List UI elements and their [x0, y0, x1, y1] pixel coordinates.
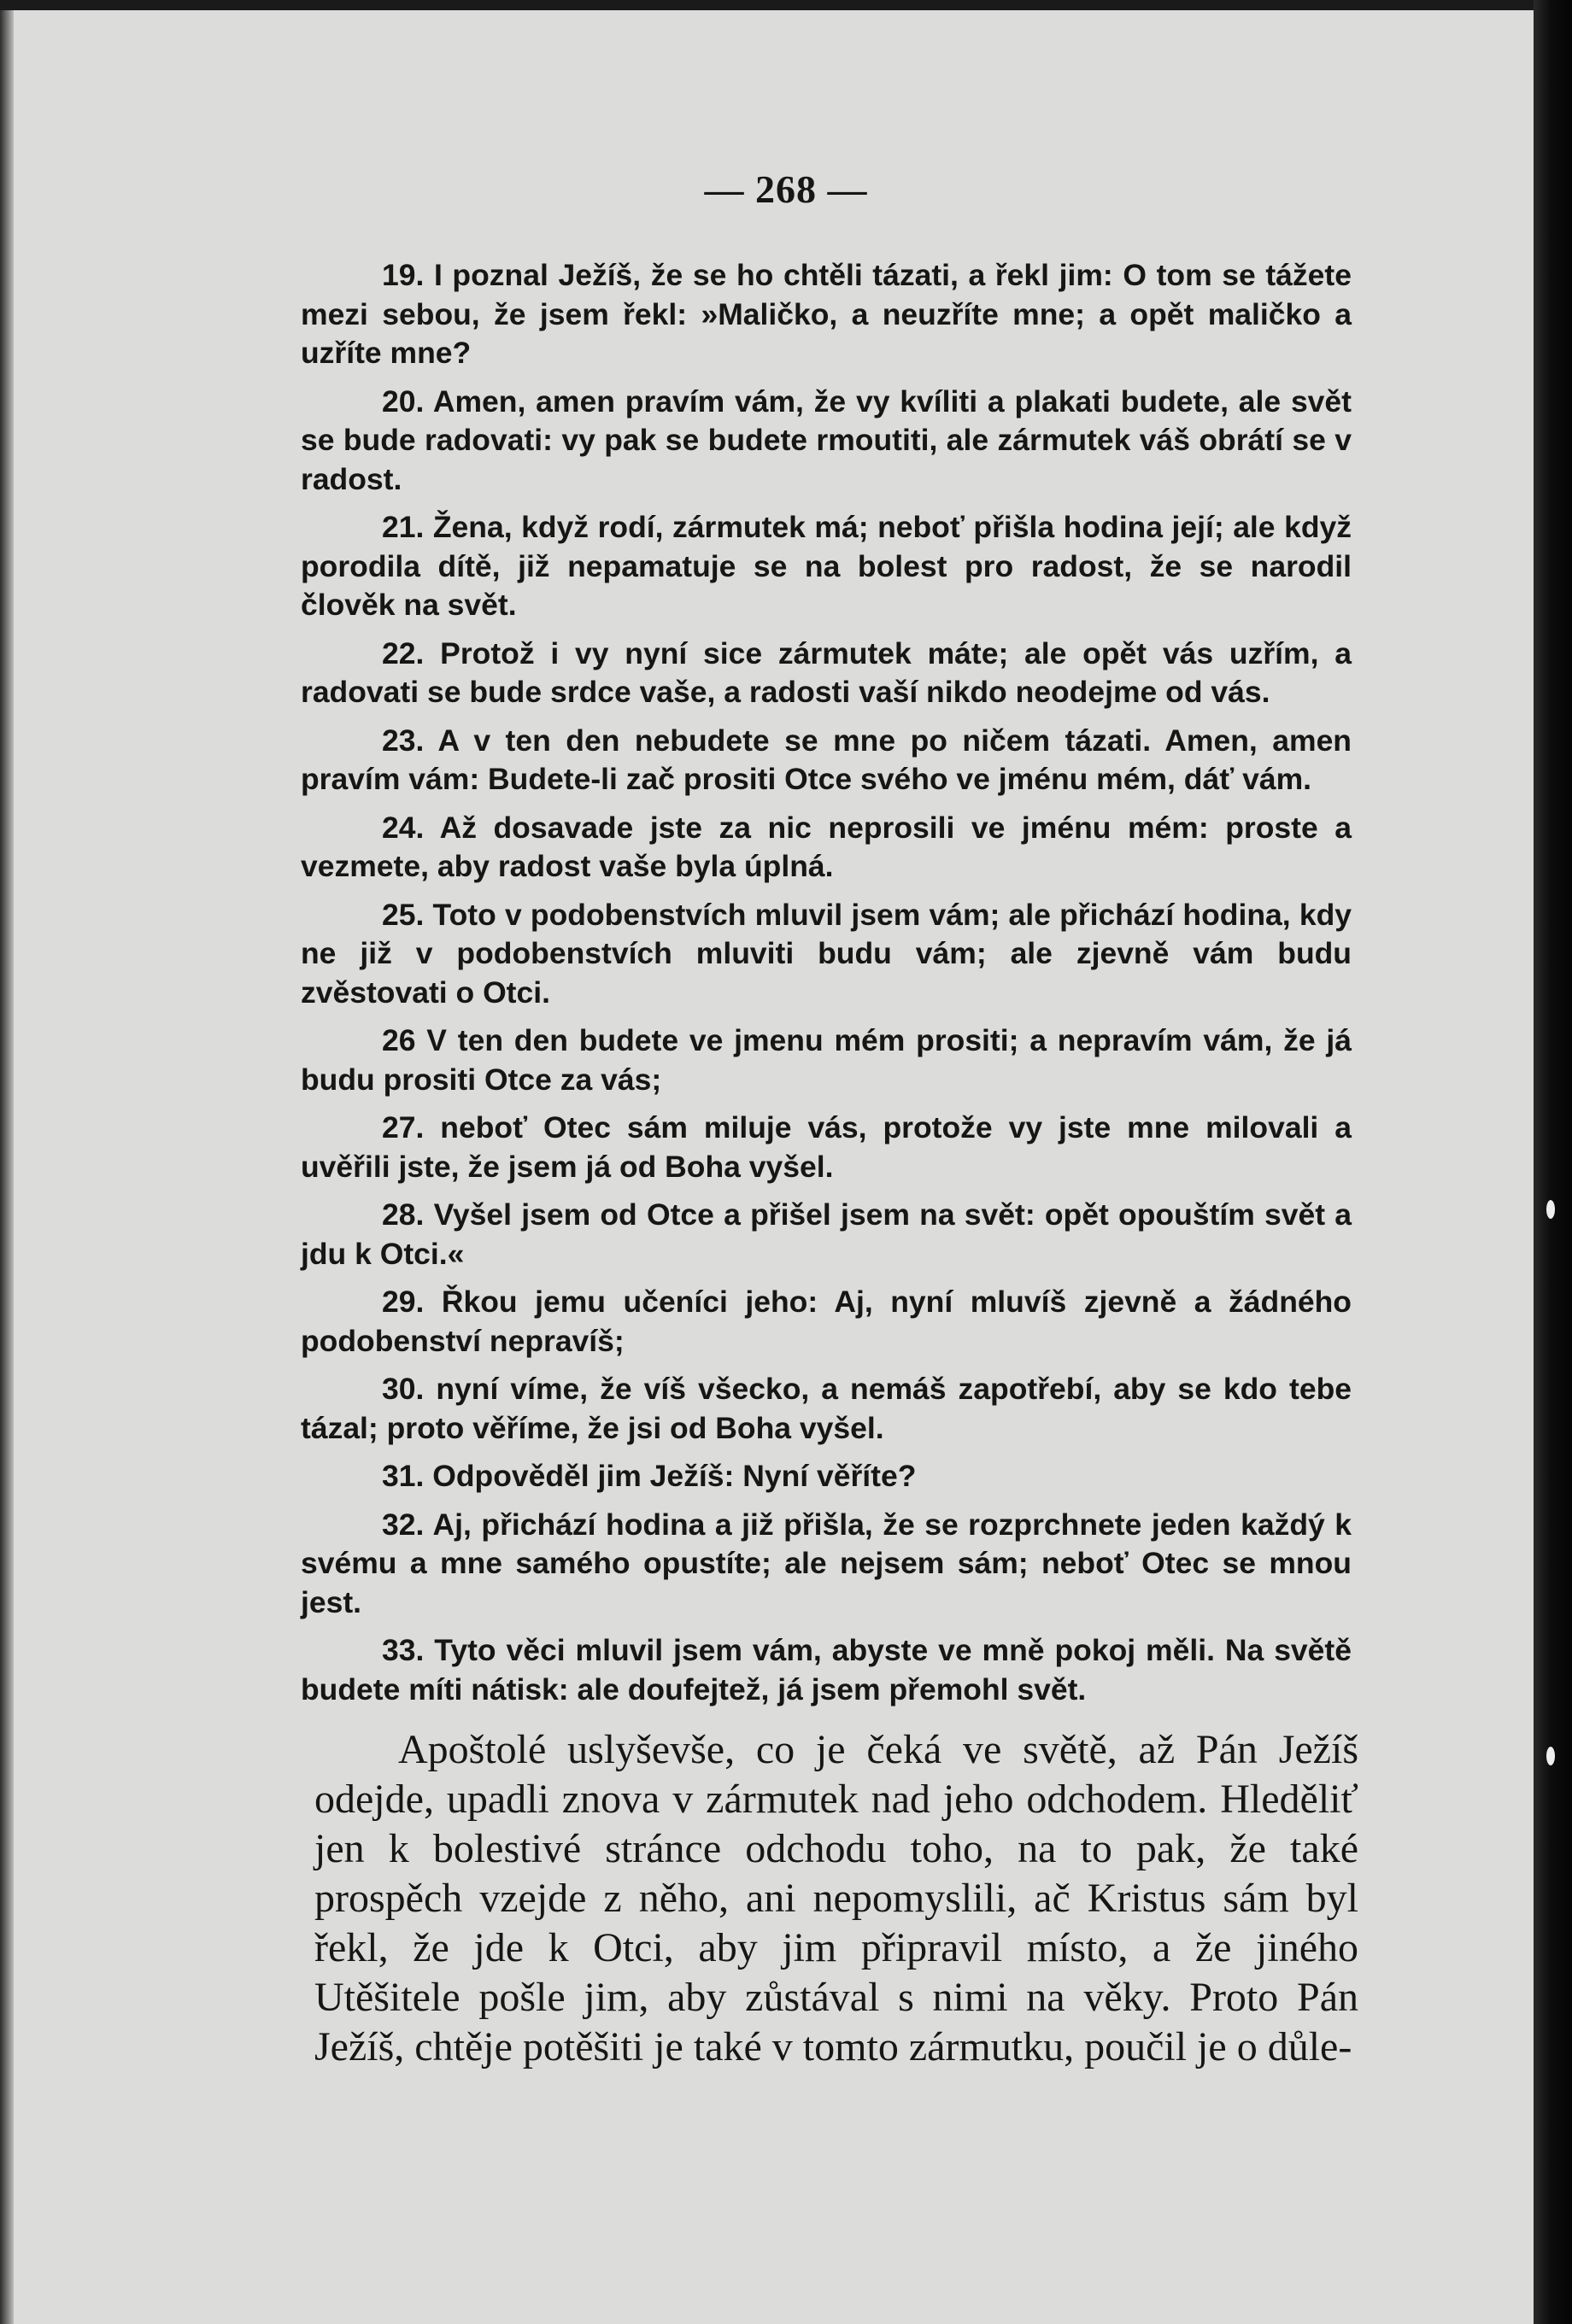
- verse-29: 29. Řkou jemu učeníci jeho: Aj, nyní mluvíš zjevně a žádného podobenství nepravíš;: [301, 1285, 1352, 1358]
- verse-25: 25. Toto v podobenstvích mluvil jsem vám; ale přichází hodina, kdy ne již v podobenstvích mluviti budu vám; ale zjevně vám budu zvěstovati o Otci.: [301, 897, 1352, 1010]
- verse-26: 26 V ten den budete ve jmenu mém prositi; a nepravím vám, že já budu prositi Otce za vás;: [301, 1023, 1352, 1097]
- page-right-edge: [1534, 0, 1572, 2324]
- verse-32: 32. Aj, přichází hodina a již přišla, že se rozprchnete jeden každý k svému a mne samého opustíte; ale nejsem sám; neboť Otec se mnou jest.: [301, 1507, 1352, 1619]
- verse-22: 22. Protož i vy nyní sice zármutek máte; ale opět vás uzřím, a radovati se bude srdce vaše, a radosti vaší nikdo neodejme od vás.: [301, 635, 1352, 709]
- verse-list: [301, 256, 1352, 1718]
- verse-21: 21. Žena, když rodí, zármutek má; neboť přišla hodina její; ale když porodila dítě, již nepamatuje se na bolest pro radost, že se narodil člověk na svět.: [301, 510, 1352, 622]
- verse-31: 31. Odpověděl jim Ježíš: Nyní věříte?: [382, 1459, 917, 1493]
- verse-28: 28. Vyšel jsem od Otce a přišel jsem na svět: opět opouštím svět a jdu k Otci.«: [301, 1197, 1352, 1271]
- verse-23: 23. A v ten den nebudete se mne po ničem tázati. Amen, amen pravím vám: Budete-li zač prositi Otce svého ve jménu mém, dáť vám.: [301, 723, 1352, 796]
- verse-33: 33. Tyto věci mluvil jsem vám, abyste ve mně pokoj měli. Na světě budete míti nátisk: ale doufejtež, já jsem přemohl svět.: [301, 1633, 1352, 1706]
- binding-mark: [1546, 1200, 1555, 1219]
- verse-20: 20. Amen, amen pravím vám, že vy kvíliti a plakati budete, ale svět se bude radovati: vy pak se budete rmoutiti, ale zármutek váš obrátí se v radost.: [301, 383, 1352, 496]
- commentary-paragraph: Apoštolé uslyševše, co je čeká ve světě, až Pán Ježíš odejde, upadli znova v zármutek nad jeho odchodem. Hleděliť jen k bolestivé stránce odchodu toho, na to pak, že také prospěch vzejde z něho, ani nepomyslili, ač Kristus sám byl řekl, že jde k Otci, aby jim připravil místo, a že jiného Utěšitele pošle jim, aby zůstával s nimi na věky. Proto Pán Ježíš, chtěje potěšiti je také v tomto zármutku, poučil je o důle-: [314, 1727, 1358, 2069]
- page-number: — 268 —: [704, 167, 868, 211]
- verse-24: 24. Až dosavade jste za nic neprosili ve jménu mém: proste a vezmete, aby radost vaše byla úplná.: [301, 810, 1352, 883]
- page-left-edge: [0, 0, 14, 2324]
- verse-19: 19. I poznal Ježíš, že se ho chtěli tázati, a řekl jim: O tom se tážete mezi sebou, že jsem řekl: »Maličko, a neuzříte mne; a opět maličko a uzříte mne?: [301, 258, 1352, 370]
- binding-mark: [1546, 1747, 1555, 1765]
- verse-30: 30. nyní víme, že víš všecko, a nemáš zapotřebí, aby se kdo tebe tázal; proto věříme, že jsi od Boha vyšel.: [301, 1372, 1352, 1445]
- verse-27: 27. neboť Otec sám miluje vás, protože vy jste mne milovali a uvěřili jste, že jsem já od Boha vyšel.: [301, 1110, 1352, 1184]
- page-top-edge: [0, 0, 1572, 10]
